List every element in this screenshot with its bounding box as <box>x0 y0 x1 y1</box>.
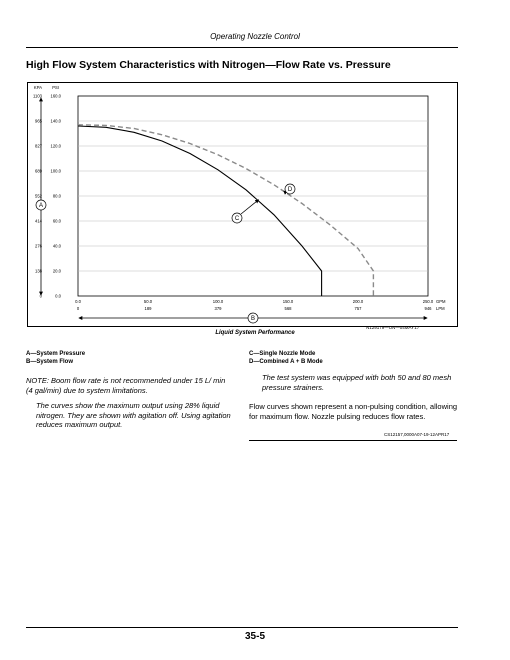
legend-system-flow: B—System Flow <box>26 359 74 365</box>
note-curves-output: The curves show the maximum output using 28% liquid nitrogen. They are shown with agitation off. Using agitation reduces maximum output. <box>36 401 231 429</box>
x-tick-label-lpm: 0 <box>76 306 80 311</box>
x-tick-label-lpm: 568 <box>284 306 292 311</box>
callout-label-b: B <box>250 316 256 322</box>
y-tick-label-psi: 100.0 <box>50 168 61 174</box>
legend-combined-mode: D—Combined A + B Mode <box>249 359 323 365</box>
y-tick-label-kpa: 965 <box>35 118 42 124</box>
note-boom-flow: NOTE: Boom flow rate is not recommended under 15 L/ min (4 gal/min) due to system limitations. <box>26 376 226 395</box>
legend-left <box>26 350 226 366</box>
y-tick-label-kpa: 1103 <box>32 93 42 99</box>
flow-pressure-chart <box>28 83 457 326</box>
section-header: Operating Nozzle Control <box>210 32 300 41</box>
callout-label-c: C <box>234 216 240 222</box>
x-tick-label-lpm: 757 <box>354 306 362 311</box>
y-tick-label-kpa: 827 <box>35 143 42 149</box>
legend-single-nozzle: C—Single Nozzle Mode <box>249 351 316 357</box>
y-tick-label-kpa: 689 <box>35 168 42 174</box>
y-tick-label-psi: 40.0 <box>52 243 61 249</box>
x-tick-label-gpm: 200.0 <box>352 299 364 304</box>
y-tick-label-psi: 0.0 <box>55 293 61 299</box>
x-tick-label-gpm: 50.0 <box>143 299 153 304</box>
figure-caption: Liquid System Performance <box>215 330 295 336</box>
callout-label-a: A <box>38 203 44 209</box>
y-tick-label-psi: 120.0 <box>50 143 61 149</box>
y-tick-label-psi: 20.0 <box>52 268 61 274</box>
y-tick-label-psi: 140.0 <box>50 118 61 124</box>
footer-rule <box>26 627 458 628</box>
series-line-c <box>78 126 322 296</box>
x-tick-label-lpm: 189 <box>144 306 152 311</box>
x-units-lpm: LPM <box>436 306 445 311</box>
y-tick-label-psi: 80.0 <box>52 193 61 199</box>
chart-frame <box>27 82 458 327</box>
y-tick-label-psi: 60.0 <box>52 218 61 224</box>
document-code: CS12157,0000A07-19-12APR17 <box>384 432 450 437</box>
y-tick-label-kpa: 552 <box>35 193 42 199</box>
callout-leader-c <box>241 200 259 214</box>
para-flow-curves: Flow curves shown represent a non-pulsing condition, allowing for maximum flow. Nozzle pulsing reduces flow rates. <box>249 402 458 421</box>
page-title: High Flow System Characteristics with Nitrogen—Flow Rate vs. Pressure <box>26 59 391 71</box>
x-units-gpm: GPM <box>436 299 446 304</box>
x-tick-label-gpm: 150.0 <box>282 299 294 304</box>
legend-right <box>249 350 449 366</box>
header-rule <box>26 47 458 48</box>
y-tick-label-kpa: 276 <box>35 243 42 249</box>
x-tick-label-gpm: 0.0 <box>75 299 81 304</box>
y-units-kpa: KPA <box>33 85 42 90</box>
x-tick-label-gpm: 250.0 <box>422 299 434 304</box>
page-number: 35-5 <box>244 631 265 642</box>
y-tick-label-kpa: 414 <box>35 218 42 224</box>
y-tick-label-psi: 160.0 <box>50 93 61 99</box>
section-end-rule <box>249 440 457 441</box>
callout-label-d: D <box>287 187 293 193</box>
note-strainers: The test system was equipped with both 50 and 80 mesh pressure strainers. <box>262 373 452 392</box>
x-tick-label-lpm: 946 <box>424 306 432 311</box>
x-tick-label-gpm: 100.0 <box>212 299 224 304</box>
series-line-d <box>78 125 373 296</box>
x-tick-label-lpm: 379 <box>214 306 222 311</box>
y-tick-label-kpa: 0 <box>39 293 42 299</box>
y-tick-label-kpa: 138 <box>35 268 42 274</box>
figure-reference-id: N129179—UN—04MAY17 <box>366 325 420 330</box>
y-units-psi: PSI <box>52 85 59 90</box>
legend-system-pressure: A—System Pressure <box>26 351 86 357</box>
